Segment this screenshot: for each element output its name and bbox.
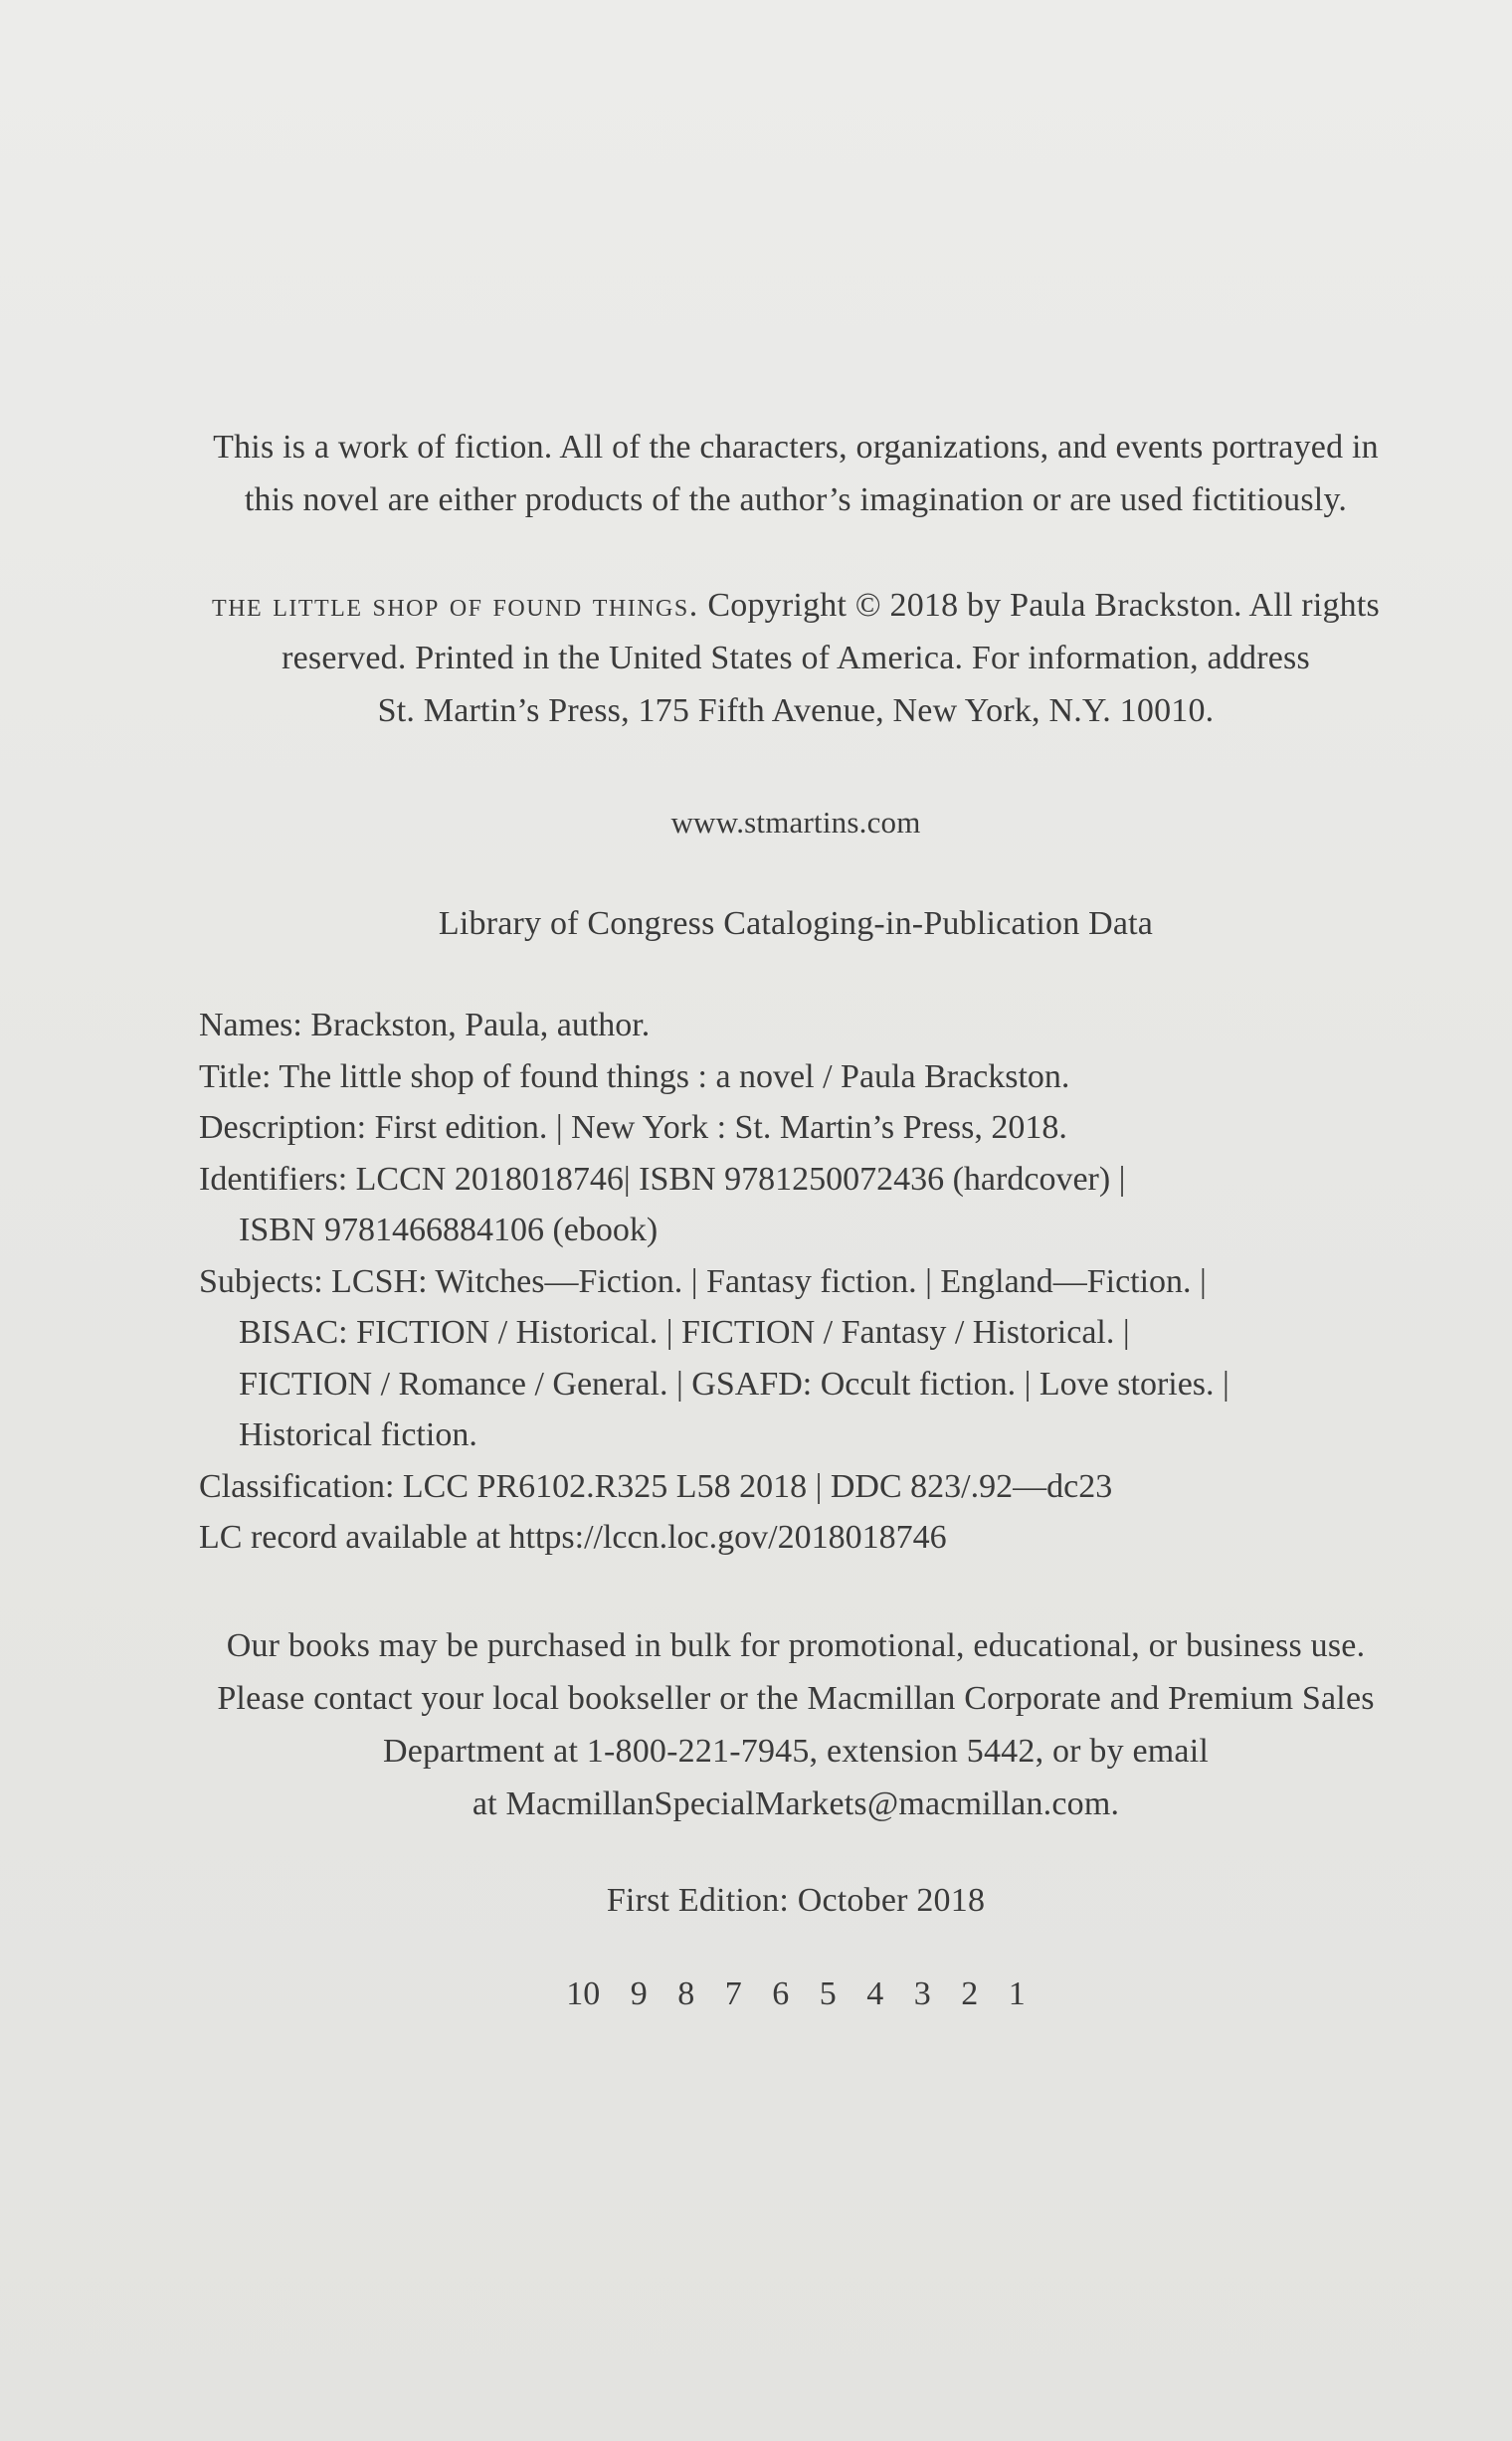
cip-description: Description: First edition. | New York : St. Martin’s Press, 2018.: [199, 1109, 1067, 1146]
bulk-line-3: Department at 1-800-221-7945, extension 5442, or by email: [382, 1733, 1210, 1770]
book-title: the little shop of found things.: [212, 587, 699, 624]
cip-subjects-3: FICTION / Romance / General. | GSAFD: Occult fiction. | Love stories. |: [239, 1365, 1229, 1403]
publisher-website: www.stmartins.com: [670, 805, 921, 840]
bulk-line-2: Please contact your local bookseller or the Macmillan Corporate and Premium Sales: [217, 1680, 1375, 1717]
cip-title: Title: The little shop of found things : a novel / Paula Brackston.: [199, 1057, 1070, 1095]
copyright-line-2: reserved. Printed in the United States of America. For information, address: [282, 640, 1310, 676]
cip-data: [199, 1000, 1393, 1564]
copyright-notice: [159, 579, 1432, 737]
cip-subjects-2: BISAC: FICTION / Historical. | FICTION / Fantasy / Historical. |: [239, 1314, 1130, 1351]
edition-statement: First Edition: October 2018: [606, 1882, 986, 1919]
cip-identifiers-2: ISBN 9781466884106 (ebook): [239, 1212, 659, 1248]
disclaimer-line-1: This is a work of fiction. All of the characters, organizations, and events portrayed in: [213, 429, 1379, 466]
bulk-line-4: at MacmillanSpecialMarkets@macmillan.com.: [472, 1785, 1120, 1822]
cip-subjects-4: Historical fiction.: [239, 1416, 477, 1453]
bulk-line-1: Our books may be purchased in bulk for promotional, educational, or business use.: [226, 1627, 1366, 1664]
cip-subjects-1: Subjects: LCSH: Witches—Fiction. | Fantasy fiction. | England—Fiction. |: [199, 1262, 1207, 1300]
copyright-line-1: [159, 579, 1432, 632]
cip-names: Names: Brackston, Paula, author.: [199, 1007, 651, 1043]
copyright-line-3: St. Martin’s Press, 175 Fifth Avenue, New York, N.Y. 10010.: [377, 692, 1215, 729]
cip-lc-record: LC record available at https://lccn.loc.gov/2018018746: [199, 1519, 947, 1556]
cip-identifiers-1: Identifiers: LCCN 2018018746| ISBN 9781250072436 (hardcover) |: [199, 1160, 1126, 1198]
cip-heading: Library of Congress Cataloging-in-Publication Data: [438, 905, 1154, 942]
copyright-line-1-rest: Copyright © 2018 by Paula Brackston. All rights: [698, 587, 1380, 624]
printing-line: 10 9 8 7 6 5 4 3 2 1: [566, 1975, 1026, 2012]
bulk-purchase-notice: [159, 1619, 1432, 1830]
disclaimer-line-2: this novel are either products of the author’s imagination or are used fictitiously.: [244, 481, 1348, 518]
cip-classification: Classification: LCC PR6102.R325 L58 2018 | DDC 823/.92—dc23: [199, 1467, 1113, 1505]
fiction-disclaimer: [159, 421, 1432, 526]
